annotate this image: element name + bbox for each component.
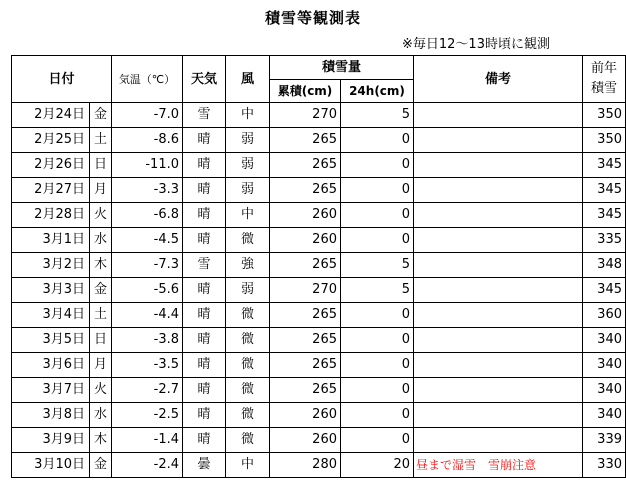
table-row xyxy=(12,403,626,428)
date-cell: 3月8日 xyxy=(12,403,90,428)
weekday-cell: 月 xyxy=(90,353,112,378)
wind-cell: 微 xyxy=(226,228,270,253)
header-wind: 風 xyxy=(226,56,270,103)
temperature-cell: -7.0 xyxy=(112,103,183,128)
table-row xyxy=(12,253,626,278)
weekday-cell: 金 xyxy=(90,103,112,128)
cumulative-snow-cell: 280 xyxy=(270,453,341,478)
header-cumulative: 累積(cm) xyxy=(270,80,341,103)
date-cell: 3月6日 xyxy=(12,353,90,378)
temperature-cell: -7.3 xyxy=(112,253,183,278)
wind-cell: 強 xyxy=(226,253,270,278)
daily-snow-cell: 0 xyxy=(341,328,414,353)
date-cell: 3月9日 xyxy=(12,428,90,453)
wind-cell: 弱 xyxy=(226,128,270,153)
weather-cell: 晴 xyxy=(183,278,226,303)
table-row xyxy=(12,428,626,453)
date-cell: 3月7日 xyxy=(12,378,90,403)
remarks-cell xyxy=(414,153,583,178)
date-cell: 2月28日 xyxy=(12,203,90,228)
date-cell: 3月3日 xyxy=(12,278,90,303)
header-date: 日付 xyxy=(12,56,112,103)
wind-cell: 微 xyxy=(226,328,270,353)
date-cell: 3月10日 xyxy=(12,453,90,478)
table-row xyxy=(12,453,626,478)
weekday-cell: 月 xyxy=(90,178,112,203)
cumulative-snow-cell: 265 xyxy=(270,303,341,328)
weekday-cell: 水 xyxy=(90,228,112,253)
table-row xyxy=(12,103,626,128)
temperature-cell: -2.7 xyxy=(112,378,183,403)
remarks-cell xyxy=(414,353,583,378)
remarks-cell xyxy=(414,378,583,403)
wind-cell: 微 xyxy=(226,403,270,428)
table-row xyxy=(12,228,626,253)
weather-cell: 晴 xyxy=(183,303,226,328)
weather-cell: 晴 xyxy=(183,228,226,253)
table-row xyxy=(12,328,626,353)
previous-year-snow-cell: 340 xyxy=(583,403,626,428)
date-cell: 3月5日 xyxy=(12,328,90,353)
table-row xyxy=(12,178,626,203)
weekday-cell: 木 xyxy=(90,253,112,278)
weekday-cell: 水 xyxy=(90,403,112,428)
observation-note: ※毎日12～13時頃に観測 xyxy=(402,37,550,52)
header-temperature: 気温（℃） xyxy=(112,56,183,103)
weather-cell: 晴 xyxy=(183,128,226,153)
table-row xyxy=(12,378,626,403)
remarks-cell xyxy=(414,128,583,153)
daily-snow-cell: 0 xyxy=(341,378,414,403)
header-prev-line2: 積雪 xyxy=(590,81,617,96)
cumulative-snow-cell: 265 xyxy=(270,353,341,378)
remarks-cell xyxy=(414,303,583,328)
cumulative-snow-cell: 265 xyxy=(270,153,341,178)
wind-cell: 微 xyxy=(226,428,270,453)
weather-cell: 晴 xyxy=(183,353,226,378)
weekday-cell: 火 xyxy=(90,203,112,228)
temperature-cell: -4.5 xyxy=(112,228,183,253)
weekday-cell: 日 xyxy=(90,328,112,353)
weather-cell: 雪 xyxy=(183,253,226,278)
previous-year-snow-cell: 345 xyxy=(583,203,626,228)
temperature-cell: -3.3 xyxy=(112,178,183,203)
previous-year-snow-cell: 345 xyxy=(583,178,626,203)
temperature-cell: -6.8 xyxy=(112,203,183,228)
wind-cell: 弱 xyxy=(226,278,270,303)
table-row xyxy=(12,303,626,328)
wind-cell: 微 xyxy=(226,353,270,378)
remarks-cell xyxy=(414,178,583,203)
header-snow-amount: 積雪量 xyxy=(270,56,414,80)
previous-year-snow-cell: 360 xyxy=(583,303,626,328)
date-cell: 3月2日 xyxy=(12,253,90,278)
wind-cell: 中 xyxy=(226,203,270,228)
header-remarks: 備考 xyxy=(414,56,583,103)
header-prev-line1: 前年 xyxy=(590,61,617,76)
previous-year-snow-cell: 345 xyxy=(583,278,626,303)
wind-cell: 微 xyxy=(226,303,270,328)
daily-snow-cell: 5 xyxy=(341,278,414,303)
wind-cell: 弱 xyxy=(226,153,270,178)
weekday-cell: 土 xyxy=(90,303,112,328)
cumulative-snow-cell: 260 xyxy=(270,228,341,253)
cumulative-snow-cell: 265 xyxy=(270,328,341,353)
weekday-cell: 土 xyxy=(90,128,112,153)
wind-cell: 中 xyxy=(226,103,270,128)
temperature-cell: -3.8 xyxy=(112,328,183,353)
remarks-cell xyxy=(414,253,583,278)
previous-year-snow-cell: 339 xyxy=(583,428,626,453)
previous-year-snow-cell: 335 xyxy=(583,228,626,253)
wind-cell: 中 xyxy=(226,453,270,478)
previous-year-snow-cell: 350 xyxy=(583,128,626,153)
remarks-cell xyxy=(414,328,583,353)
table-row xyxy=(12,203,626,228)
table-row xyxy=(12,353,626,378)
daily-snow-cell: 0 xyxy=(341,428,414,453)
weather-cell: 曇 xyxy=(183,453,226,478)
daily-snow-cell: 0 xyxy=(341,353,414,378)
weekday-cell: 木 xyxy=(90,428,112,453)
header-previous-year-snow xyxy=(583,56,626,103)
daily-snow-cell: 0 xyxy=(341,128,414,153)
temperature-cell: -1.4 xyxy=(112,428,183,453)
previous-year-snow-cell: 348 xyxy=(583,253,626,278)
date-cell: 2月26日 xyxy=(12,153,90,178)
date-cell: 3月4日 xyxy=(12,303,90,328)
cumulative-snow-cell: 270 xyxy=(270,278,341,303)
daily-snow-cell: 0 xyxy=(341,303,414,328)
remarks-cell xyxy=(414,203,583,228)
previous-year-snow-cell: 340 xyxy=(583,353,626,378)
daily-snow-cell: 0 xyxy=(341,178,414,203)
remarks-cell xyxy=(414,403,583,428)
date-cell: 2月25日 xyxy=(12,128,90,153)
remarks-cell xyxy=(414,428,583,453)
weekday-cell: 金 xyxy=(90,453,112,478)
temperature-cell: -5.6 xyxy=(112,278,183,303)
previous-year-snow-cell: 340 xyxy=(583,328,626,353)
cumulative-snow-cell: 265 xyxy=(270,128,341,153)
date-cell: 2月27日 xyxy=(12,178,90,203)
weather-cell: 晴 xyxy=(183,328,226,353)
temperature-cell: -4.4 xyxy=(112,303,183,328)
weather-cell: 晴 xyxy=(183,428,226,453)
weather-cell: 雪 xyxy=(183,103,226,128)
weekday-cell: 日 xyxy=(90,153,112,178)
cumulative-snow-cell: 265 xyxy=(270,178,341,203)
temperature-cell: -2.4 xyxy=(112,453,183,478)
remarks-cell xyxy=(414,278,583,303)
temperature-cell: -2.5 xyxy=(112,403,183,428)
cumulative-snow-cell: 265 xyxy=(270,253,341,278)
remarks-cell xyxy=(414,103,583,128)
page-title: 積雪等観測表 xyxy=(264,9,361,27)
weather-cell: 晴 xyxy=(183,153,226,178)
previous-year-snow-cell: 345 xyxy=(583,153,626,178)
daily-snow-cell: 0 xyxy=(341,153,414,178)
cumulative-snow-cell: 260 xyxy=(270,428,341,453)
previous-year-snow-cell: 330 xyxy=(583,453,626,478)
cumulative-snow-cell: 260 xyxy=(270,403,341,428)
table-row xyxy=(12,153,626,178)
remarks-cell: 昼まで湿雪 雪崩注意 xyxy=(414,453,583,478)
wind-cell: 弱 xyxy=(226,178,270,203)
table-row xyxy=(12,128,626,153)
daily-snow-cell: 0 xyxy=(341,203,414,228)
remarks-cell xyxy=(414,228,583,253)
snow-observation-table xyxy=(11,55,626,478)
daily-snow-cell: 5 xyxy=(341,253,414,278)
cumulative-snow-cell: 260 xyxy=(270,203,341,228)
date-cell: 2月24日 xyxy=(12,103,90,128)
temperature-cell: -11.0 xyxy=(112,153,183,178)
daily-snow-cell: 0 xyxy=(341,403,414,428)
wind-cell: 微 xyxy=(226,378,270,403)
weather-cell: 晴 xyxy=(183,403,226,428)
weather-cell: 晴 xyxy=(183,203,226,228)
cumulative-snow-cell: 270 xyxy=(270,103,341,128)
header-24h: 24h(cm) xyxy=(341,80,414,103)
cumulative-snow-cell: 265 xyxy=(270,378,341,403)
daily-snow-cell: 0 xyxy=(341,228,414,253)
daily-snow-cell: 5 xyxy=(341,103,414,128)
previous-year-snow-cell: 350 xyxy=(583,103,626,128)
daily-snow-cell: 20 xyxy=(341,453,414,478)
temperature-cell: -8.6 xyxy=(112,128,183,153)
weekday-cell: 火 xyxy=(90,378,112,403)
weekday-cell: 金 xyxy=(90,278,112,303)
weather-cell: 晴 xyxy=(183,178,226,203)
date-cell: 3月1日 xyxy=(12,228,90,253)
table-row xyxy=(12,278,626,303)
header-weather: 天気 xyxy=(183,56,226,103)
previous-year-snow-cell: 340 xyxy=(583,378,626,403)
temperature-cell: -3.5 xyxy=(112,353,183,378)
weather-cell: 晴 xyxy=(183,378,226,403)
